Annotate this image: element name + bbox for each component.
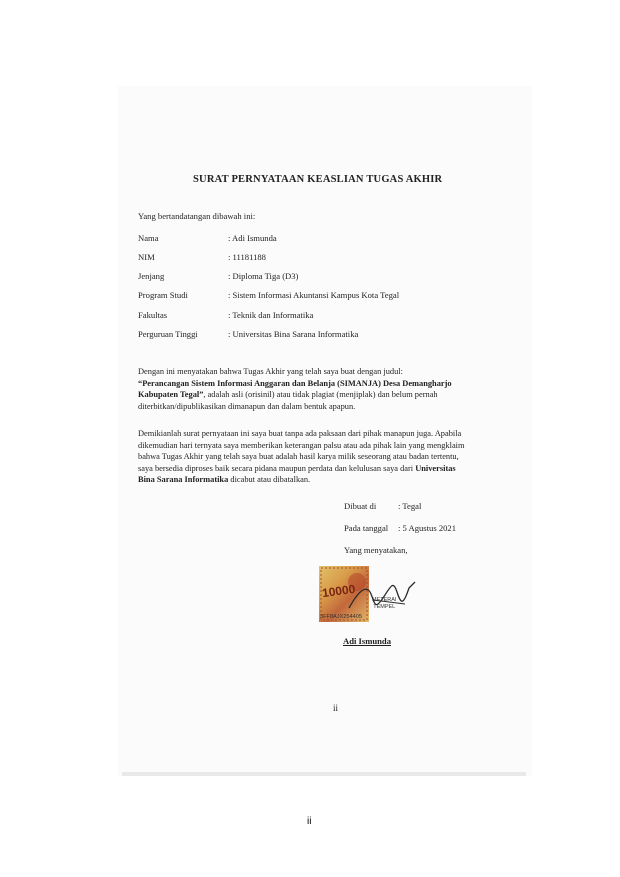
document-title: SURAT PERNYATAAN KEASLIAN TUGAS AKHIR bbox=[193, 174, 443, 185]
university-name-bold: Universitas bbox=[415, 463, 456, 473]
field-value-perguruan-tinggi: : Universitas Bina Sarana Informatika bbox=[228, 329, 359, 339]
field-label-perguruan-tinggi: Perguruan Tinggi bbox=[138, 329, 198, 339]
field-value-fakultas: : Teknik dan Informatika bbox=[228, 310, 314, 320]
meterai-line: TEMPEL bbox=[373, 603, 396, 610]
university-name-bold: Bina Sarana Informatika bbox=[138, 475, 229, 484]
declaration-text: dicabut atau dibatalkan. bbox=[228, 475, 311, 484]
thesis-title-end: Kabupaten Tegal” bbox=[138, 390, 204, 399]
declaration-line: dikemudian hari ternyata saya memberikan keterangan palsu atau ada pihak lain yang mengklaim bbox=[138, 440, 465, 450]
stamp-serial: 3FF8AJX254405 bbox=[320, 614, 362, 620]
thesis-title-line: “Perancangan Sistem Informasi Anggaran dan Belanja (SIMANJA) Desa Demangharjo bbox=[138, 378, 452, 388]
field-value-jenjang: : Diploma Tiga (D3) bbox=[228, 271, 299, 281]
inner-page-number: ii bbox=[333, 703, 339, 713]
signatory-name: Adi Ismunda bbox=[343, 636, 392, 646]
declaration-line: bahwa Tugas Akhir yang telah saya buat adalah hasil karya milik seseorang atau badan tertentu, bbox=[138, 452, 459, 461]
statement-line: diterbitkan/dipublikasikan dimanapun dan dalam bentuk apapun. bbox=[138, 401, 356, 411]
field-label-nama: Nama bbox=[138, 233, 159, 243]
field-value-program-studi: : Sistem Informasi Akuntansi Kampus Kota Tegal bbox=[228, 290, 400, 300]
place-label: Dibuat di bbox=[344, 501, 377, 511]
date-value: : 5 Agustus 2021 bbox=[398, 523, 457, 533]
statement-paragraph bbox=[138, 366, 452, 412]
field-label-nim: NIM bbox=[138, 252, 155, 262]
field-value-nim: : 11181188 bbox=[228, 252, 266, 262]
date-label: Pada tanggal bbox=[344, 523, 389, 533]
statement-line bbox=[138, 389, 452, 401]
declaration-line: Demikianlah surat pernyataan ini saya buat tanpa ada paksaan dari pihak manapun juga. Apabila bbox=[138, 429, 462, 438]
declaration-paragraph bbox=[138, 428, 465, 486]
field-label-jenjang: Jenjang bbox=[138, 271, 165, 281]
place-value: : Tegal bbox=[398, 501, 422, 511]
declaration-text: saya bersedia diproses baik secara pidana maupun perdata dan kelulusan saya dari bbox=[138, 463, 416, 473]
page-number: ii bbox=[307, 816, 312, 827]
stamp-value: 10000 bbox=[321, 581, 357, 601]
closing-text: Yang menyatakan, bbox=[344, 545, 408, 555]
field-value-nama: : Adi Ismunda bbox=[228, 233, 277, 243]
intro-text: Yang bertandatangan dibawah ini: bbox=[138, 211, 256, 221]
scan-shadow-edge bbox=[122, 772, 526, 776]
statement-text: , adalah asli (orisinil) atau tidak plagiat (menjiplak) dan belum pernah bbox=[203, 390, 438, 399]
field-label-program-studi: Program Studi bbox=[138, 290, 188, 300]
meterai-line: METERAI bbox=[372, 597, 397, 603]
declaration-line bbox=[138, 463, 465, 475]
declaration-line bbox=[138, 474, 465, 486]
field-label-fakultas: Fakultas bbox=[138, 310, 168, 320]
statement-line: Dengan ini menyatakan bahwa Tugas Akhir yang telah saya buat dengan judul: bbox=[138, 367, 403, 376]
handwritten-signature bbox=[345, 570, 425, 620]
